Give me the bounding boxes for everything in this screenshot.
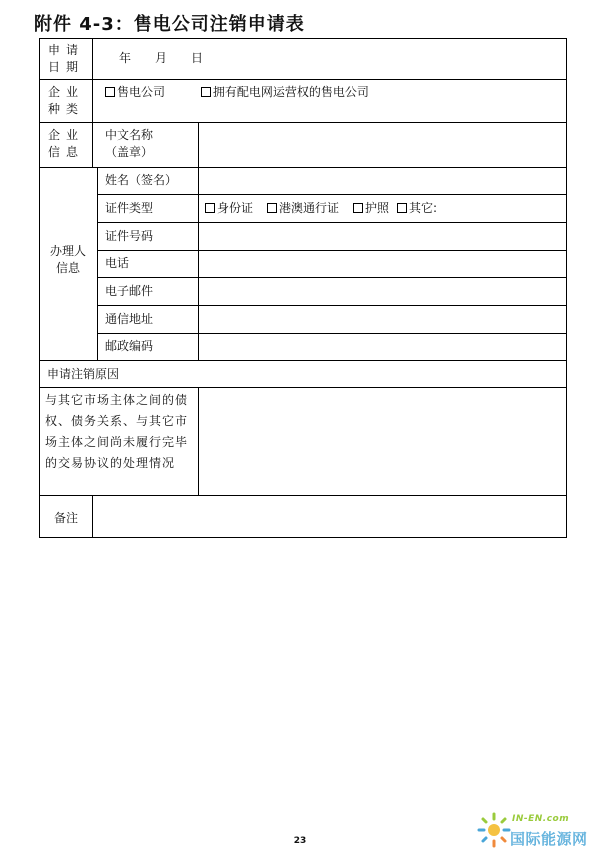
option-grid-operator-company[interactable] (201, 84, 369, 101)
cancel-reason-label: 申请注销原因 (47, 367, 120, 381)
handling-situation-label: 与其它市场主体之间的债权、债务关系、与其它市场主体之间尚未履行完毕的交易协议的处理情况 (45, 393, 189, 470)
row-divider (97, 277, 567, 278)
column-divider (92, 495, 93, 537)
checkbox-icon[interactable] (205, 203, 215, 213)
option-label: 其它: (409, 201, 438, 215)
column-divider (198, 387, 199, 495)
address-label: 通信地址 (105, 312, 154, 326)
checkbox-icon[interactable] (105, 87, 115, 97)
phone-label: 电话 (105, 256, 130, 270)
id-type-option[interactable] (205, 200, 253, 217)
postcode-label: 邮政编码 (105, 339, 154, 353)
checkbox-icon[interactable] (267, 203, 277, 213)
handler-name-label: 姓名（签名） (105, 173, 178, 187)
option-label: 售电公司 (117, 85, 166, 99)
handler-info-label: 办理人 信息 (49, 244, 86, 275)
row-divider (97, 222, 567, 223)
row-divider (97, 333, 567, 334)
company-type-options (105, 84, 565, 101)
email-label: 电子邮件 (105, 284, 154, 298)
handling-situation-field[interactable] (200, 389, 564, 493)
option-sales-company[interactable] (105, 84, 165, 101)
page-number: 23 (293, 836, 307, 846)
id-type-label: 证件类型 (105, 201, 154, 215)
row-divider (39, 167, 567, 168)
apply-date-label: 申请 日期 (47, 43, 84, 74)
option-label: 护照 (365, 201, 390, 215)
row-divider (39, 79, 567, 80)
option-label: 身份证 (217, 201, 254, 215)
company-name-label: 中文名称 （盖章） (105, 128, 154, 159)
column-divider (198, 122, 199, 360)
id-type-option[interactable] (397, 200, 437, 217)
checkbox-icon[interactable] (201, 87, 211, 97)
remarks-label: 备注 (53, 511, 78, 525)
id-type-option[interactable] (353, 200, 389, 217)
option-label: 拥有配电网运营权的售电公司 (212, 85, 369, 99)
checkbox-icon[interactable] (397, 203, 407, 213)
row-divider (39, 495, 567, 496)
application-form (39, 38, 567, 538)
column-divider (97, 167, 98, 360)
row-divider (97, 305, 567, 306)
watermark-brand: 国际能源网 (510, 830, 588, 848)
id-number-label: 证件号码 (105, 229, 154, 243)
table-border-bottom (39, 537, 567, 538)
cancel-reason-field[interactable] (200, 362, 564, 386)
checkbox-icon[interactable] (353, 203, 363, 213)
row-divider (97, 250, 567, 251)
sun-icon (476, 810, 512, 850)
column-divider (92, 38, 93, 167)
watermark-domain: IN-EN.com (512, 814, 570, 824)
row-divider (97, 194, 567, 195)
company-info-label: 企业 信息 (47, 128, 84, 159)
id-type-options (205, 200, 565, 217)
watermark-logo (476, 808, 594, 858)
table-border-top (39, 38, 567, 39)
remarks-field[interactable] (94, 497, 564, 535)
company-name-field[interactable] (200, 124, 564, 165)
table-border-left (39, 38, 40, 538)
page-title: 附件 4-3：售电公司注销申请表 (34, 14, 305, 35)
row-divider (39, 360, 567, 361)
table-border-right (566, 38, 567, 538)
row-divider (39, 122, 567, 123)
company-type-label: 企业 种类 (47, 85, 84, 116)
row-divider (39, 387, 567, 388)
apply-date-value[interactable]: 年 月 日 (119, 51, 204, 65)
id-type-option[interactable] (267, 200, 339, 217)
option-label: 港澳通行证 (279, 201, 340, 215)
